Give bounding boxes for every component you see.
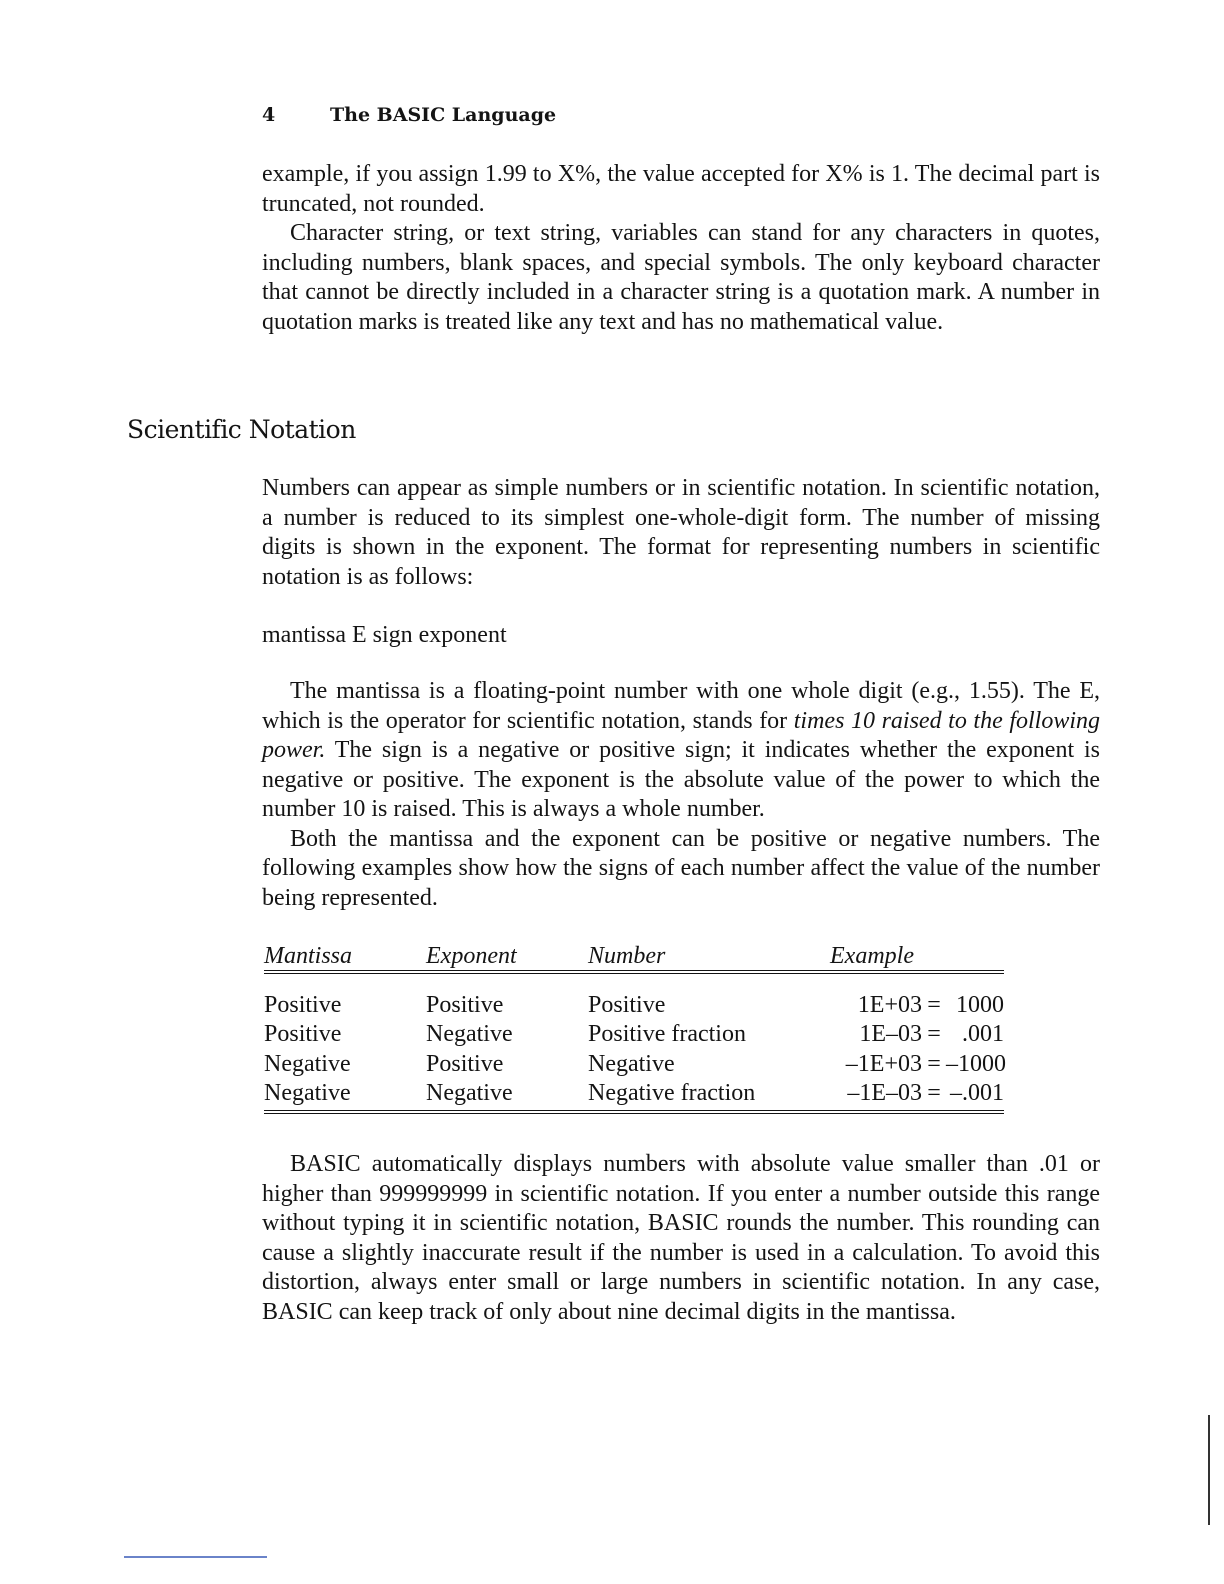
intro-text-block [262,474,1100,592]
table-row [264,1020,1004,1049]
example-equals: = [927,992,941,1018]
paragraph-mantissa [262,677,1100,825]
cell-example [812,1020,1004,1049]
cell-number: Positive fraction [588,1021,746,1048]
example-value: –.001 [950,1079,1004,1106]
example-equals: = [927,1050,941,1077]
cell-number: Negative [588,1050,675,1077]
example-equals: = [927,1021,941,1048]
cell-exponent: Negative [426,1021,513,1048]
example-value: .001 [962,1021,1004,1048]
header-example: Example [830,943,914,969]
example-notation: 1E+03 [857,992,922,1018]
cell-number: Positive [588,992,666,1018]
header-exponent: Exponent [426,943,517,969]
header-number: Number [588,943,666,969]
example-notation: 1E–03 [859,1021,922,1048]
examples-table [264,940,1004,1114]
cell-mantissa: Negative [264,1050,351,1077]
cell-mantissa: Negative [264,1079,351,1106]
table-body [264,974,1004,1110]
example-value: –1000 [946,1050,1006,1077]
paragraph-character-strings: Character string, or text string, variables can stand for any characters in quotes, including numbers, blank spaces, and special symbols. The only keyboard character that cannot be directly included in a character string is a quotation mark. A number in quotation marks is treated like any text and has no mathematical value. [262,220,1100,335]
explanation-text-block [262,677,1100,913]
paragraph-closing: BASIC automatically displays numbers with absolute value smaller than .01 or higher than 999999999 in scientific notation. If you enter a number outside this range without typing it in scientific notation, BASIC rounds the number. This rounding can cause a slightly inaccurate result if the number is used in a calculation. To avoid this distortion, always enter small or large numbers in scientific notation. In any case, BASIC can keep track of only about nine decimal digits in the mantissa. [262,1151,1100,1325]
format-line: mantissa E sign exponent [262,622,507,648]
scan-bottom-line [124,1556,267,1558]
example-notation: –1E+03 [845,1050,922,1077]
mantissa-text-after: The sign is a negative or positive sign; it indicates whether the exponent is negative or positive. The exponent is the absolute value of the power to which the number 10 is raised. This is always a whole number. [262,737,1100,822]
scan-edge-mark [1208,1415,1210,1525]
cell-example [812,1050,1004,1079]
cell-exponent: Positive [426,1050,504,1077]
running-title: The BASIC Language [330,104,557,126]
footer-rule [264,1110,1004,1114]
cell-example [812,1079,1004,1108]
example-notation: –1E–03 [847,1079,922,1106]
example-equals: = [927,1079,941,1106]
paragraph-intro: Numbers can appear as simple numbers or in scientific notation. In scientific notation, a number is reduced to its simplest one-whole-digit form. The number of missing digits is shown in the exponent. The format for representing numbers in scientific notation is as follows: [262,475,1100,590]
cell-exponent: Negative [426,1079,513,1106]
paragraph-signs: Both the mantissa and the exponent can be positive or negative numbers. The following examples show how the signs of each number affect the value of the number being represented. [262,825,1100,911]
cell-mantissa: Positive [264,1021,342,1048]
closing-text-block [262,1150,1100,1327]
paragraph-continued: example, if you assign 1.99 to X%, the value accepted for X% is 1. The decimal part is truncated, not rounded. [262,161,1100,217]
top-text-block [262,160,1100,337]
cell-number: Negative fraction [588,1079,756,1106]
cell-exponent: Positive [426,992,504,1018]
running-header [262,104,556,126]
header-mantissa: Mantissa [264,943,353,969]
table-header [264,940,1004,970]
example-value: 1000 [956,992,1004,1018]
section-heading: Scientific Notation [127,415,356,444]
cell-example [812,991,1004,1020]
cell-mantissa: Positive [264,992,342,1018]
page-number: 4 [262,104,276,126]
table-row [264,991,1004,1020]
mantissa-text-italic: times 10 raised to the following power. [262,707,1101,763]
table-row [264,1079,1004,1108]
mantissa-text-before: The mantissa is a floating-point number with one whole digit (e.g., 1.55). The E, which is the operator for scientific notation, stands for [262,678,1100,734]
table-row [264,1050,1004,1079]
